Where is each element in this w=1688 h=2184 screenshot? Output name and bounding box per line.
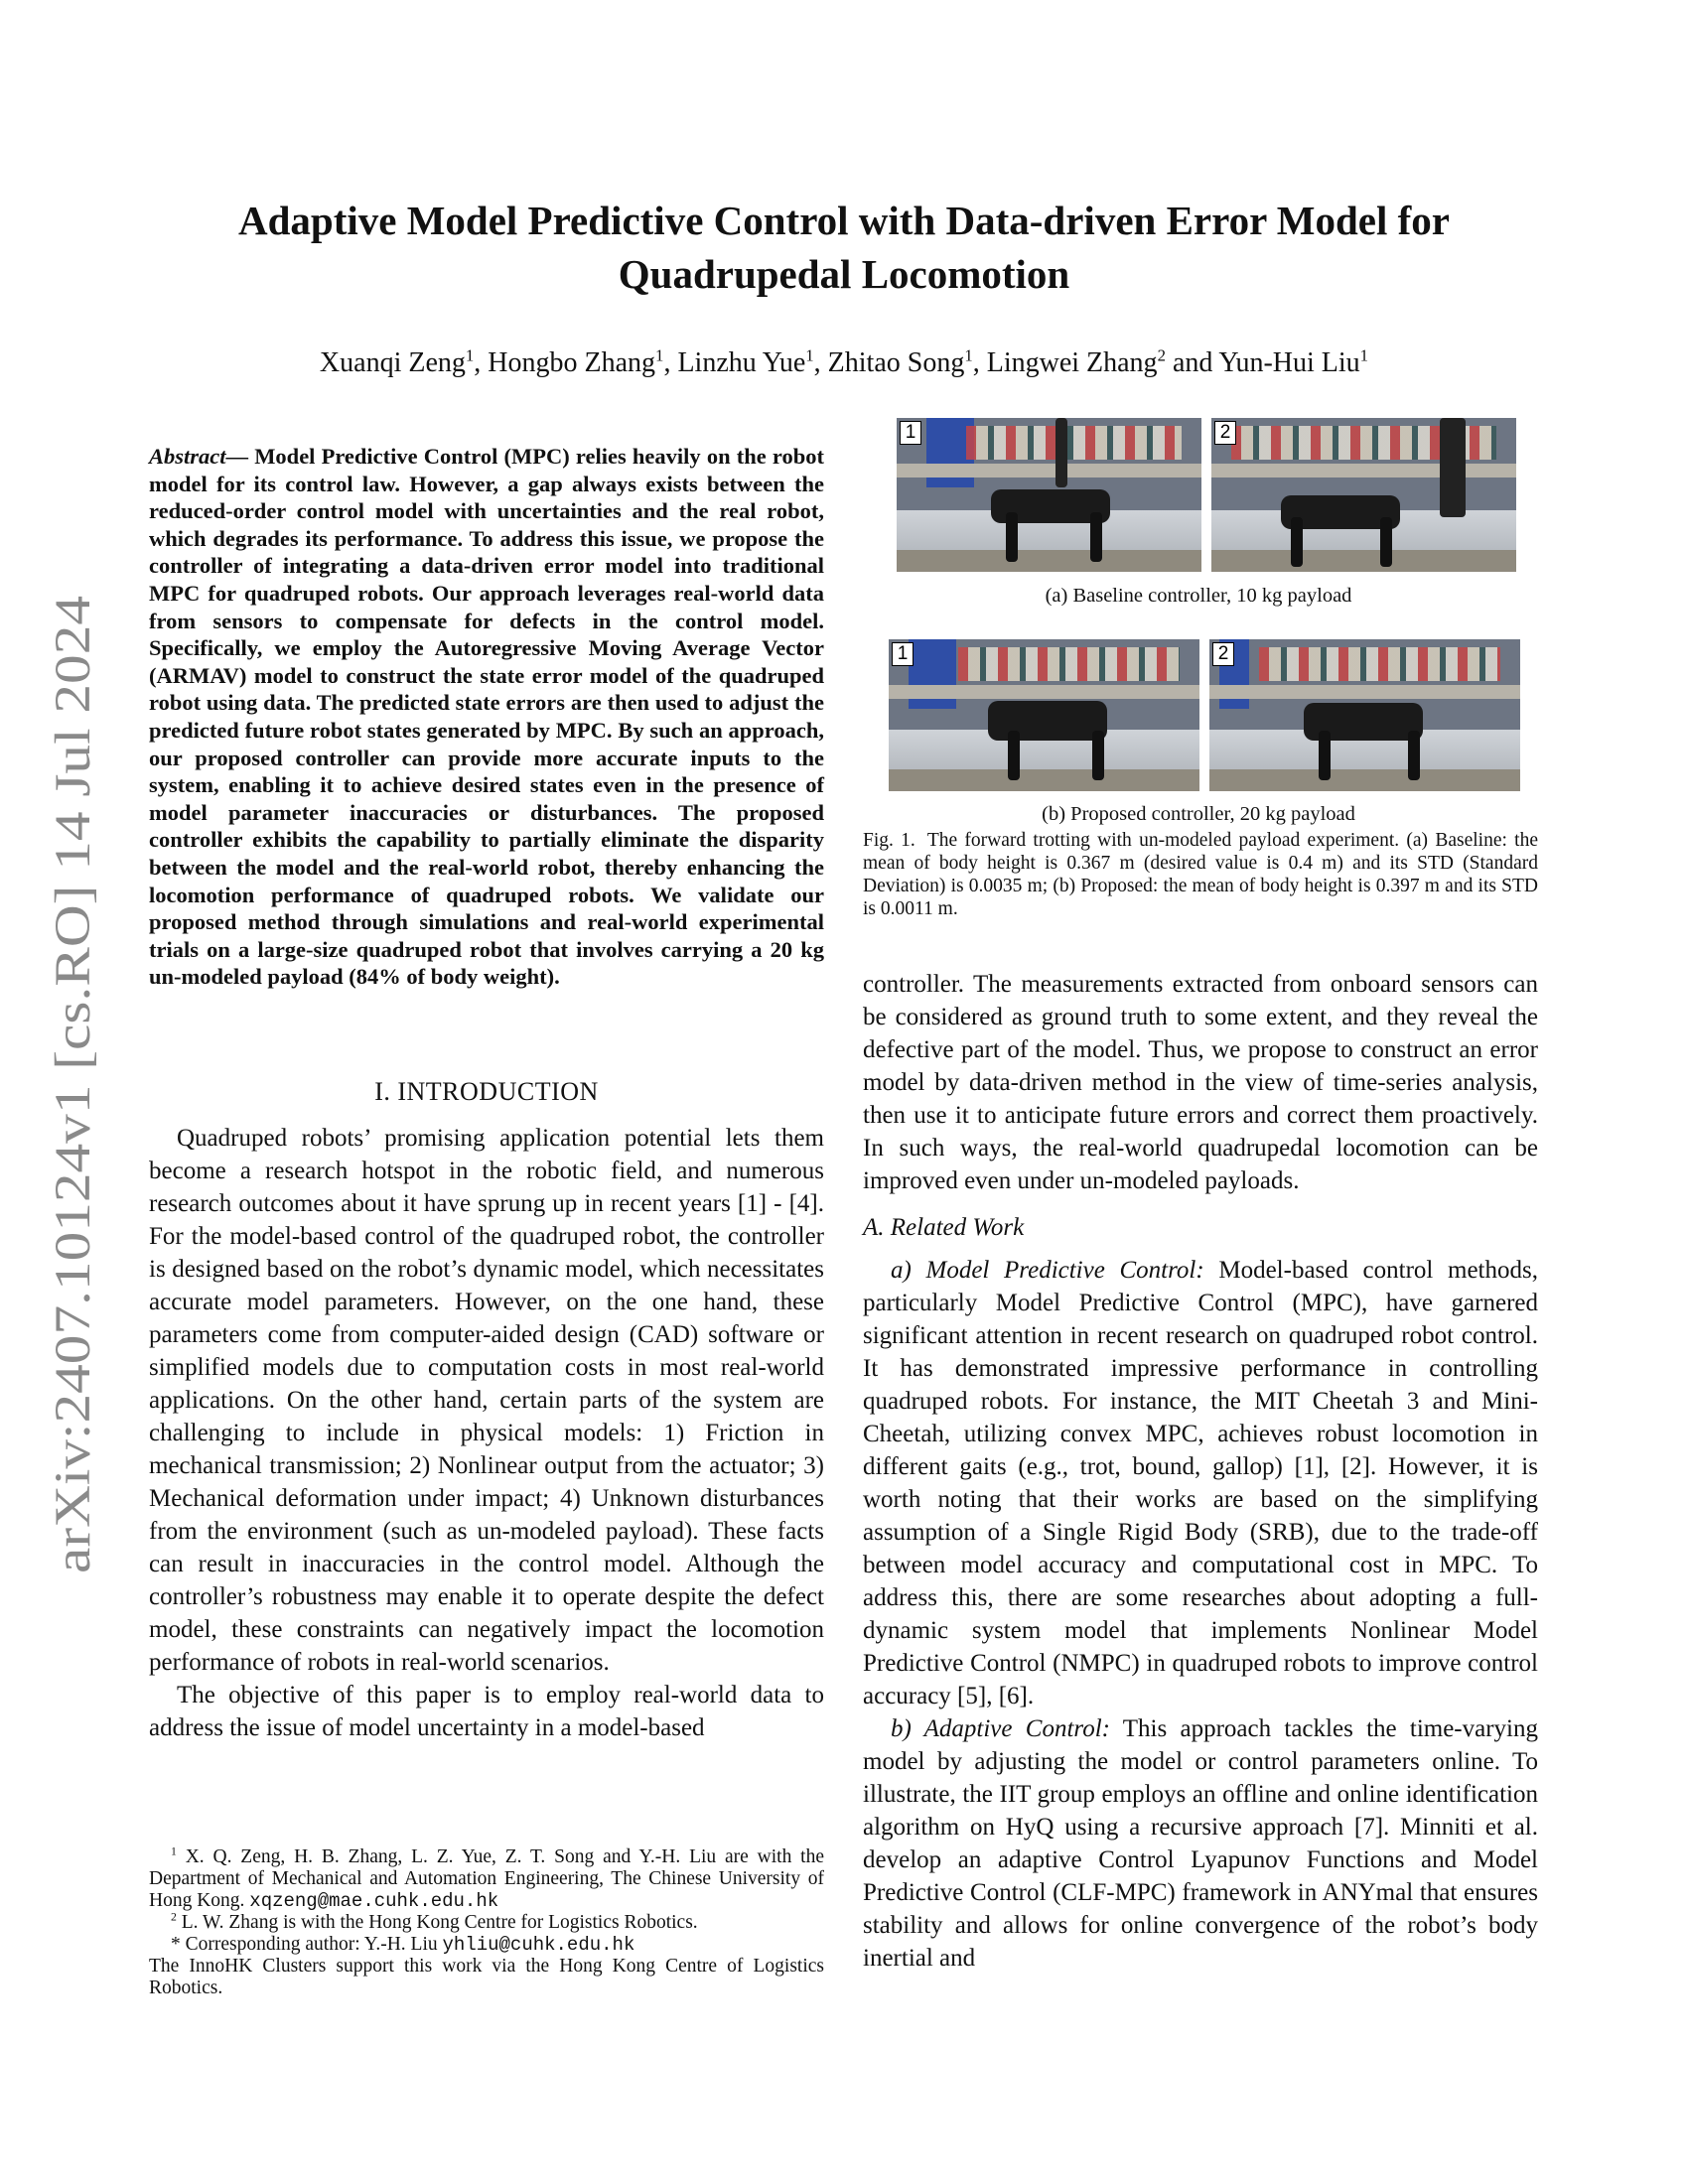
arxiv-stamp — [8, 591, 137, 1583]
paragraph: The objective of this paper is to employ real-world data to address the issue of model uncertainty in a model-based — [149, 1682, 824, 1741]
author: Yun-Hui Liu$^1$ — [1218, 345, 1369, 378]
paragraph: Quadruped robots’ promising application potential lets them become a research hotspot in the robotic field, and numerous research outcomes about it have sprung up in recent years [1] - [4]. For the model-based control of the quadruped robot, the controller is designed based on the robot’s dynamic model, which necessitates accurate model parameters. However, on the one hand, these parameters come from computer-aided design (CAD) software or simplified models due to computation costs in most real-world applications. On the other hand, certain parts of the system are challenging to include in physical models: 1) Friction in mechanical transmission; 2) Nonlinear output from the actuator; 3) Mechanical deformation under impact; 4) Unknown disturbances from the environment (such as un-modeled payload). These facts can result in inaccuracies in the control model. Although the controller’s robustness may enable it to operate despite the defect model, these constraints can negatively impact the locomotion performance of robots in real-world scenarios. — [149, 1125, 824, 1676]
paragraph: controller. The measurements extracted from onboard sensors can be considered as ground truth to some extent, and they reveal the defective part of the model. Thus, we propose to construct an error model by data-driven method in the view of time-series analysis, then use it to anticipate future errors and correct them proactively. In such ways, the real-world quadrupedal locomotion can be improved even under un-modeled payloads. — [863, 971, 1538, 1194]
section-heading-introduction: I. INTRODUCTION — [374, 1077, 599, 1106]
arxiv-stamp-text: arXiv:2407.10124v1 [cs.RO] 14 Jul 2024 — [46, 732, 101, 1573]
figure-photo-proposed-1 — [889, 639, 1199, 791]
author: Linzhu Yue$^1$, — [677, 345, 828, 378]
abstract-lead: Abstract — [149, 444, 226, 469]
subcaption-a: (a) Baseline controller, 10 kg payload — [1045, 585, 1352, 607]
footnote-funding: The InnoHK Clusters support this work via the Hong Kong Centre of Logistics Robotics. — [149, 1956, 824, 1998]
footnote-corresponding: * Corresponding author: Y.-H. Liu yhliu@cuhk.edu.hk — [171, 1934, 635, 1956]
author-list — [129, 345, 1559, 381]
figure-caption: Fig. 1. The forward trotting with un-modeled payload experiment. (a) Baseline: the mean of body height is 0.367 m (desired value is 0.4 m) and its STD (Standard Deviation) is 0.0035 m; (b) Proposed: the mean of body height is 0.397 m and its STD is 0.0011 m. — [863, 830, 1538, 919]
subsection-heading-related-work: A. Related Work — [863, 1214, 1025, 1241]
paragraph-heading: b) Adaptive Control: — [891, 1715, 1110, 1742]
figure-number: Fig. 1. — [863, 830, 915, 851]
footnote-1: $^1$ X. Q. Zeng, H. B. Zhang, L. Z. Yue, Z. T. Song and Y.-H. Liu are with the Department of Mechanical and Automation Engineering, The Chinese University of Hong Kong. xqzeng@mae.cuhk.edu.hk — [149, 1844, 824, 1912]
author: Zhitao Song$^1$, — [827, 345, 987, 378]
frame-label: 2 — [1214, 421, 1236, 445]
author: Hongbo Zhang$^1$, — [488, 345, 678, 378]
paragraph: a) Model Predictive Control: Model-based control methods, particularly Model Predictive Control (MPC), have garnered significant attention in recent research on quadruped robot control. It has demonstrated impressive performance in controlling quadruped robots. For instance, the MIT Cheetah 3 and Mini-Cheetah, utilizing convex MPC, achieves robust locomotion in different gaits (e.g., trot, bound, gallop) [1], [2]. However, it is worth noting that their works are based on the simplifying assumption of a Single Rigid Body (SRB), due to the trade-off between model accuracy and computational cost in MPC. To address this, there are some researches about adopting a full-dynamic system model that implements Nonlinear Model Predictive Control (NMPC) in quadruped robots to improve control accuracy [5], [6]. — [863, 1257, 1538, 1709]
paper-title — [129, 194, 1559, 301]
email-link[interactable]: yhliu@cuhk.edu.hk — [442, 1934, 635, 1956]
title-line-1: Adaptive Model Predictive Control with Data-driven Error Model for — [238, 198, 1450, 243]
introduction-body — [149, 1122, 824, 1744]
figure-photo-proposed-2 — [1209, 639, 1520, 791]
footnotes — [149, 1846, 824, 1999]
paragraph: b) Adaptive Control: This approach tackles the time-varying model by adjusting the model or control parameters online. To illustrate, the IIT group employs an offline and online identification algorithm on HyQ using a recursive approach [7]. Minniti et al. develop an adaptive Control Lyapunov Functions and Model Predictive Control (CLF-MPC) framework in ANYmal that ensures stability and allows for online convergence of the robot’s body inertial and — [863, 1715, 1539, 1972]
paragraph-heading: a) Model Predictive Control: — [891, 1257, 1204, 1284]
abstract: Abstract— Model Predictive Control (MPC) relies heavily on the robot model for its control law. However, a gap always exists between the reduced-order control model with uncertainties and the real robot, which degrades its performance. To address this issue, we propose the controller of integrating a data-driven error model into traditional MPC for quadruped robots. Our approach leverages real-world data from sensors to compensate for defects in the control model. Specifically, we employ the Autoregressive Moving Average Vector (ARMAV) model to construct the state error model of the quadruped robot using data. The predicted state errors are then used to adjust the predicted future robot states generated by MPC. By such an approach, our proposed controller can provide more accurate inputs to the system, enabling it to achieve desired states even in the presence of model parameter inaccuracies or disturbances. The proposed controller exhibits the capability to partially eliminate the disparity between the model and the real-world robot, thereby enhancing the locomotion performance of quadruped robots. We validate our proposed method through simulations and real-world experimental trials on a large-size quadruped robot that involves carrying a 20 kg un-modeled payload (84% of body weight). — [149, 444, 824, 990]
frame-label: 1 — [892, 642, 914, 666]
right-column-body — [863, 968, 1538, 1975]
footnote-2: $^2$ L. W. Zhang is with the Hong Kong Centre for Logistics Robotics. — [171, 1910, 698, 1933]
title-line-2: Quadrupedal Locomotion — [618, 251, 1070, 297]
author: Xuanqi Zeng$^1$, — [319, 345, 489, 378]
email-link[interactable]: xqzeng@mae.cuhk.edu.hk — [249, 1890, 499, 1912]
figure-row-b — [889, 639, 1520, 791]
frame-label: 1 — [900, 421, 921, 445]
figure-row-a — [897, 418, 1516, 572]
abstract-text: Model Predictive Control (MPC) relies heavily on the robot model for its control law. However, a gap always exists between the reduced-order control model with uncertainties and the real robot, which degrades its performance. To address this issue, we propose the controller of integrating a data-driven error model into traditional MPC for quadruped robots. Our approach leverages real-world data from sensors to compensate for defects in the control model. Specifically, we employ the Autoregressive Moving Average Vector (ARMAV) model to construct the state error model of the quadruped robot using data. The predicted state errors are then used to adjust the predicted future robot states generated by MPC. By such an approach, our proposed controller can provide more accurate inputs to the system, enabling it to achieve desired states even in the presence of model parameter inaccuracies or disturbances. The proposed controller exhibits the capability to partially eliminate the disparity between the model and the real-world robot, thereby enhancing the locomotion performance of quadruped robots. We validate our proposed method through simulations and real-world experimental trials on a large-size quadruped robot that involves carrying a 20 kg un-modeled payload (84% of body weight). — [149, 444, 824, 990]
subcaption-b: (b) Proposed controller, 20 kg payload — [1042, 803, 1355, 825]
frame-label: 2 — [1212, 642, 1234, 666]
figure-photo-baseline-2 — [1211, 418, 1516, 572]
author: Lingwei Zhang$^2$ and — [986, 345, 1219, 378]
figure-photo-baseline-1 — [897, 418, 1201, 572]
